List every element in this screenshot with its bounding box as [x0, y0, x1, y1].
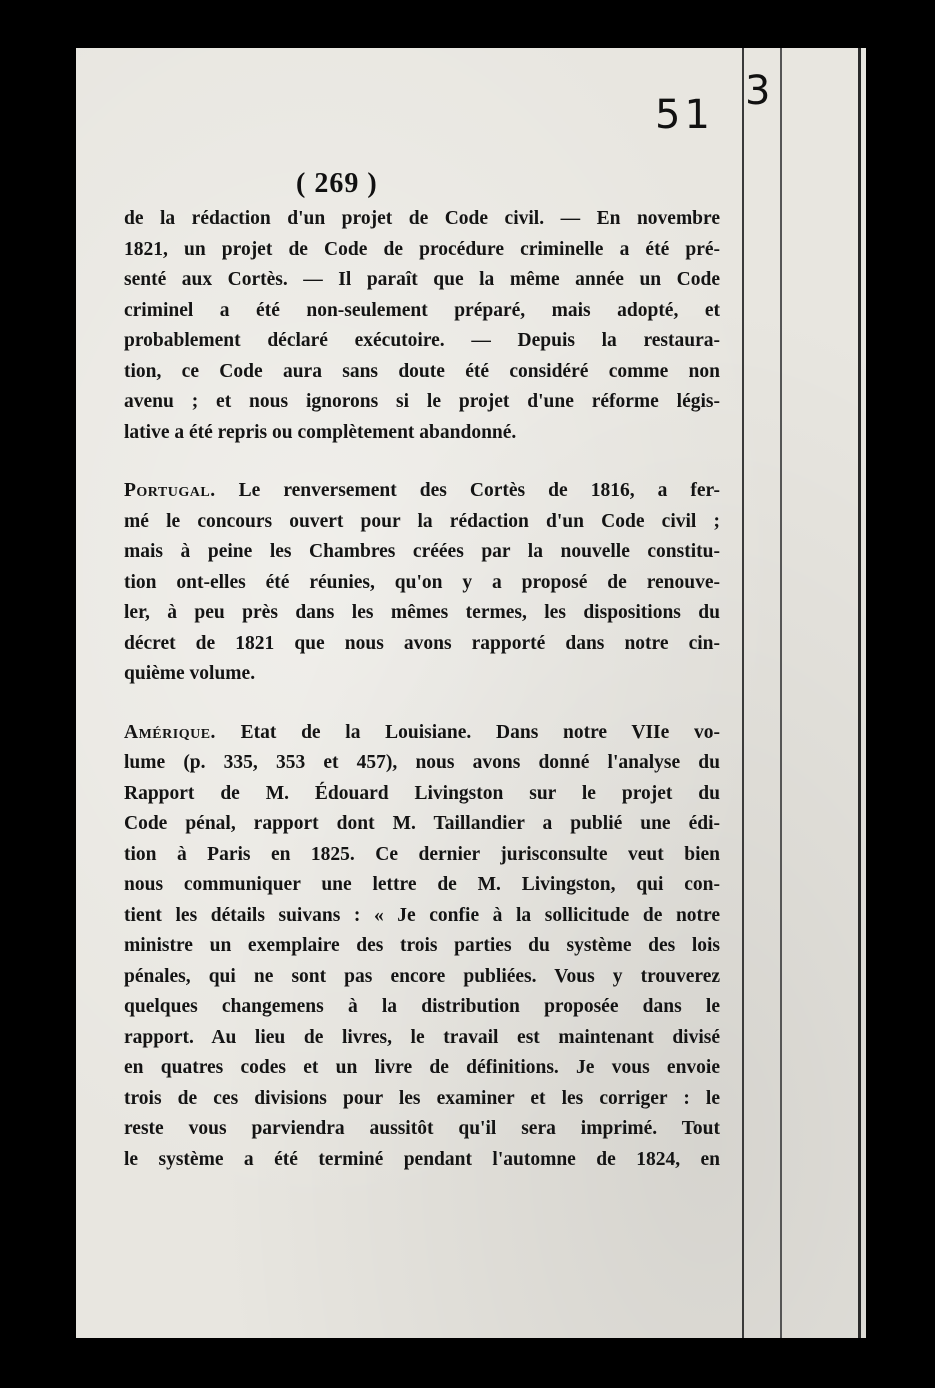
text-line: tion ont-elles été réunies, qu'on y a proposé de renouve- — [124, 571, 720, 593]
text-line: reste vous parviendra aussitôt qu'il sera imprimé. Tout — [124, 1118, 720, 1139]
paragraph-spain-continued — [124, 204, 720, 448]
text-line: de la rédaction d'un projet de Code civil. — En novembre — [124, 208, 720, 229]
text-line: lume (p. 335, 353 et 457), nous avons donné l'analyse du — [124, 752, 720, 773]
page-edge-line — [858, 48, 861, 1338]
text-line: ler, à peu près dans les mêmes termes, les dispositions du — [124, 602, 720, 623]
body-text — [124, 204, 720, 1175]
text-line: mé le concours ouvert pour la rédaction d'un Code civil ; — [124, 510, 720, 532]
text-line: quième volume. — [124, 663, 256, 684]
text-line: tion, ce Code aura sans doute été considéré comme non — [124, 360, 720, 382]
handwritten-folio-secondary: 3 — [745, 68, 771, 114]
text-line — [124, 718, 720, 749]
text-line: trois de ces divisions pour les examiner et les corriger : le — [124, 1087, 720, 1109]
section-lead: Amérique. — [124, 721, 216, 743]
text-line: senté aux Cortès. — Il paraît que la même année un Code — [124, 269, 720, 290]
text-line: en quatres codes et un livre de définitions. Je vous envoie — [124, 1057, 720, 1078]
text-line: pénales, qui ne sont pas encore publiées. Vous y trouverez — [124, 965, 720, 987]
text-run: Le renversement des Cortès de 1816, a fer- — [238, 480, 720, 501]
text-line: lative a été repris ou complètement abandonné. — [124, 421, 517, 443]
text-line: quelques changemens à la distribution proposée dans le — [124, 996, 720, 1017]
text-line: rapport. Au lieu de livres, le travail est maintenant divisé — [124, 1026, 720, 1048]
page-edge-line — [742, 48, 744, 1338]
text-line: tient les détails suivans : « Je confie à la sollicitude de notre — [124, 904, 720, 926]
handwritten-folio: 51 — [655, 92, 714, 138]
text-line: nous communiquer une lettre de M. Livingston, qui con- — [124, 874, 720, 895]
text-line: 1821, un projet de Code de procédure criminelle a été pré- — [124, 238, 720, 260]
text-line: ministre un exemplaire des trois parties du système des lois — [124, 935, 720, 956]
text-line: probablement déclaré exécutoire. — Depuis la restaura- — [124, 330, 720, 351]
text-line: mais à peine les Chambres créées par la nouvelle constitu- — [124, 541, 720, 562]
text-line: avenu ; et nous ignorons si le projet d'une réforme légis- — [124, 391, 720, 412]
page-number-header: ( 269 ) — [296, 168, 378, 199]
paragraph-amerique — [124, 718, 720, 1176]
text-line — [124, 476, 720, 507]
page-edge-line — [780, 48, 782, 1338]
text-run: Etat de la Louisiane. Dans notre VIIe vo- — [240, 721, 720, 743]
text-line: Rapport de M. Édouard Livingston sur le projet du — [124, 782, 720, 804]
text-line: le système a été terminé pendant l'automne de 1824, en — [124, 1148, 720, 1170]
text-line: décret de 1821 que nous avons rapporté dans notre cin- — [124, 632, 720, 654]
text-line: Code pénal, rapport dont M. Taillandier a publié une édi- — [124, 813, 720, 834]
text-line: tion à Paris en 1825. Ce dernier jurisconsulte veut bien — [124, 843, 720, 865]
paragraph-portugal — [124, 476, 720, 690]
section-lead: Portugal. — [124, 480, 216, 501]
text-line: criminel a été non-seulement préparé, mais adopté, et — [124, 299, 720, 321]
